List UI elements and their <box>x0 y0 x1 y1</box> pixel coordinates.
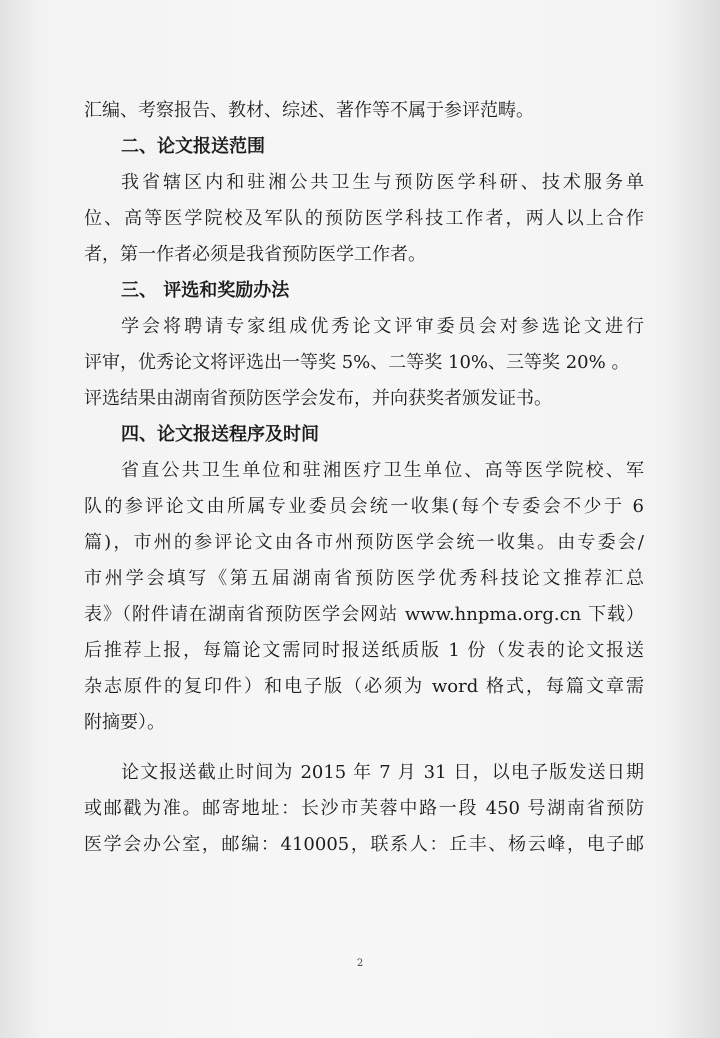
section-2-line-3: 者，第一作者必须是我省预防医学工作者。 <box>84 244 426 265</box>
section-4-line-3: 篇)，市州的参评论文由各市州预防医学会统一收集。由专委会/ <box>84 532 644 553</box>
section-4-line-5: 表》（附件请在湖南省预防医学会网站 www.hnpma.org.cn 下载） <box>84 604 644 625</box>
deadline-line-2: 或邮戳为准。邮寄地址：长沙市芙蓉中路一段 450 号湖南省预防 <box>84 798 644 819</box>
page-number: 2 <box>356 958 364 969</box>
intro-line: 汇编、考察报告、教材、综述、著作等不属于参评范畴。 <box>84 100 534 121</box>
section-4-line-7: 杂志原件的复印件）和电子版（必须为 word 格式，每篇文章需 <box>84 676 644 697</box>
deadline-line-1: 论文报送截止时间为 2015 年 7 月 31 日，以电子版发送日期 <box>121 762 644 783</box>
deadline-line-3: 医学会办公室，邮编：410005，联系人：丘丰、杨云峰，电子邮 <box>84 834 644 855</box>
section-4-heading: 四、论文报送程序及时间 <box>121 424 319 445</box>
section-2-line-2: 位、高等医学院校及军队的预防医学科技工作者，两人以上合作 <box>84 208 644 229</box>
section-4-line-8: 附摘要）。 <box>84 712 165 733</box>
section-3-line-3: 评选结果由湖南省预防医学会发布，并向获奖者颁发证书。 <box>84 388 552 409</box>
section-2-heading: 二、论文报送范围 <box>121 136 265 157</box>
section-4-line-6: 后推荐上报，每篇论文需同时报送纸质版 1 份（发表的论文报送 <box>84 640 644 661</box>
section-3-line-1: 学会将聘请专家组成优秀论文评审委员会对参选论文进行 <box>121 316 644 337</box>
section-4-line-2: 队的参评论文由所属专业委员会统一收集(每个专委会不少于 6 <box>84 496 644 517</box>
section-4-line-1: 省直公共卫生单位和驻湘医疗卫生单位、高等医学院校、军 <box>121 460 644 481</box>
paragraph-gap <box>84 741 644 755</box>
section-3-line-2: 评审，优秀论文将评选出一等奖 5%、二等奖 10%、三等奖 20% 。 <box>84 352 630 373</box>
document-body <box>84 93 644 863</box>
section-4-line-4: 市州学会填写《第五届湖南省预防医学优秀科技论文推荐汇总 <box>84 568 644 589</box>
section-2-line-1: 我省辖区内和驻湘公共卫生与预防医学科研、技术服务单 <box>121 172 644 193</box>
section-3-heading: 三、 评选和奖励办法 <box>121 280 290 301</box>
